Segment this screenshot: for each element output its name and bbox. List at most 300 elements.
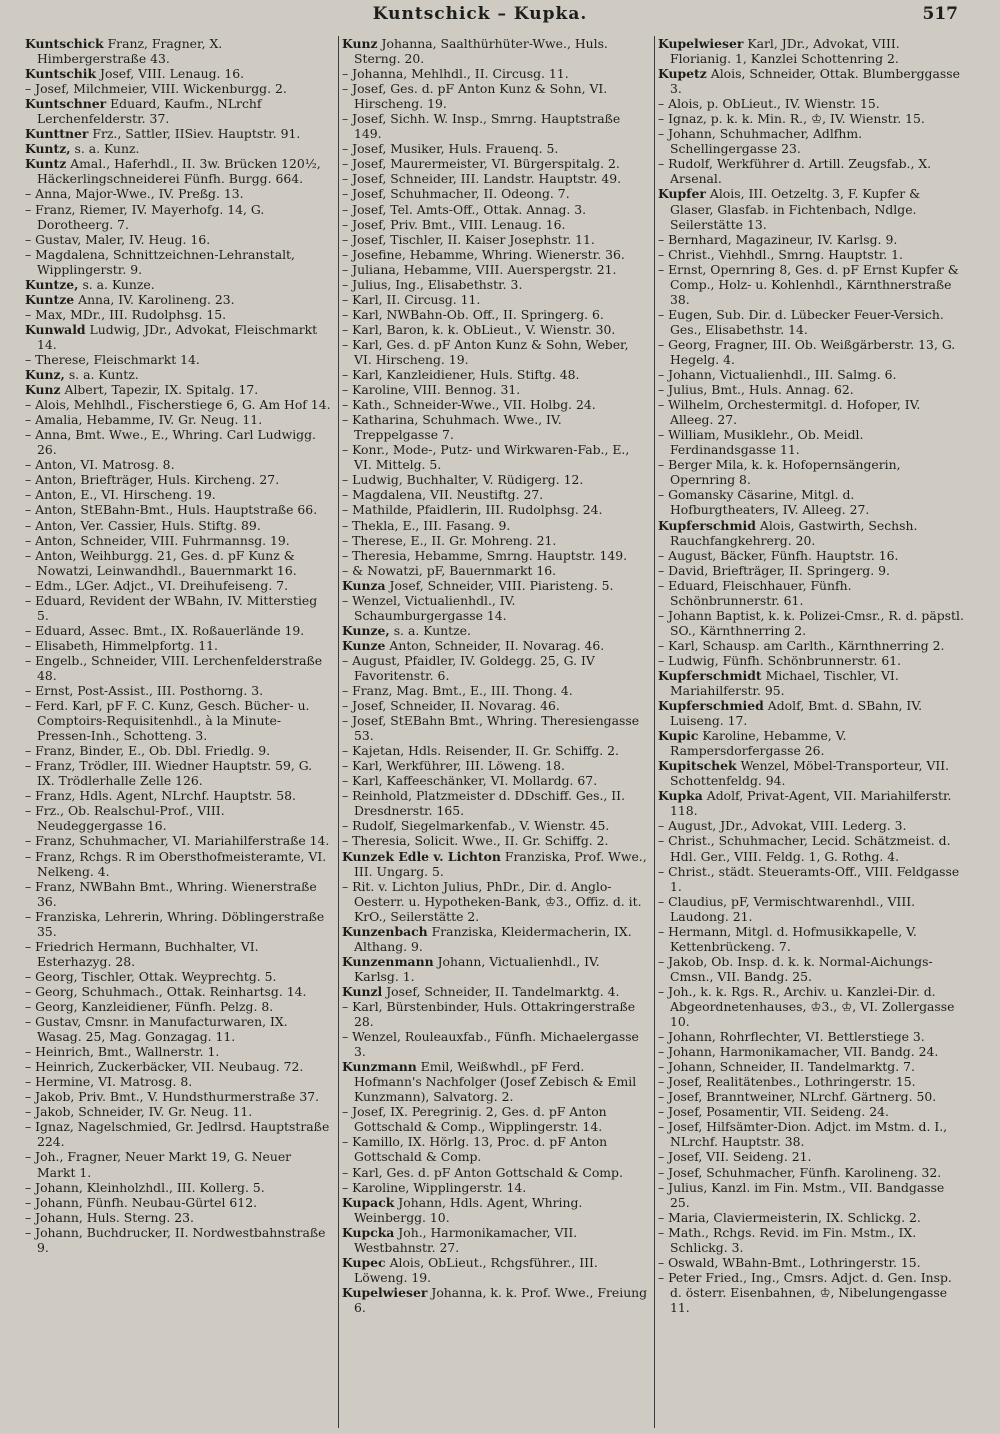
entry-details: – Anton, Weihburgg. 21, Ges. d. pF Kunz & Nowatzi, Leinwandhdl., Bauernmarkt 16. — [25, 547, 297, 578]
directory-entry — [658, 247, 964, 262]
directory-entry — [25, 502, 332, 517]
entry-details: s. a. Kunze. — [82, 276, 155, 292]
entry-surname: Kupitschek — [658, 758, 737, 774]
entry-details: – Alois, p. ObLieut., IV. Wienstr. 15. — [658, 96, 880, 112]
entry-details: Wenzel, Möbel-Transporteur, VII. Schottenfeldg. 94. — [670, 758, 950, 789]
directory-entry — [342, 66, 648, 81]
directory-entry — [658, 638, 964, 653]
entry-details: – Franz, NWBahn Bmt., Whring. Wienerstraße 36. — [25, 878, 317, 909]
entry-details: Anton, Schneider, II. Novarag. 46. — [389, 637, 605, 653]
directory-entry — [342, 954, 648, 984]
directory-entry — [342, 984, 648, 999]
entry-details: – Johann Baptist, k. k. Polizei-Cmsr., R. d. päpstl. SO., Kärnthnerring 2. — [658, 607, 964, 638]
directory-entry — [25, 487, 332, 502]
entry-details: – Anton, Ver. Cassier, Huls. Stiftg. 89. — [25, 517, 261, 533]
entry-details: – Franziska, Lehrerin, Whring. Döblingerstraße 35. — [25, 908, 325, 939]
directory-entry — [658, 864, 964, 894]
entry-details: – Math., Rchgs. Revid. im Fin. Mstm., IX. Schlickg. 3. — [658, 1224, 917, 1255]
entry-surname: Kuntschick — [25, 36, 104, 51]
directory-entry — [342, 397, 648, 412]
directory-entry — [25, 36, 332, 66]
directory-entry — [342, 593, 648, 623]
entry-details: – Karoline, VIII. Bennog. 31. — [342, 382, 521, 398]
entry-details: – Karl, Kanzleidiener, Huls. Stiftg. 48. — [342, 367, 580, 383]
directory-entry — [342, 111, 648, 141]
directory-entry — [658, 758, 964, 788]
directory-entry — [342, 247, 648, 262]
entry-details: – Rudolf, Werkführer d. Artill. Zeugsfab., X. Arsenal. — [658, 156, 932, 187]
entry-details: – Friedrich Hermann, Buchhalter, VI. Esterhazyg. 28. — [25, 938, 259, 969]
entry-details: – Gustav, Cmsnr. in Manufacturwaren, IX. Wasag. 25, Mag. Gonzagag. 11. — [25, 1014, 288, 1045]
directory-entry — [658, 1180, 964, 1210]
directory-entry — [658, 728, 964, 758]
directory-columns — [22, 36, 970, 1428]
entry-details: – Josef, Tel. Amts-Off., Ottak. Annag. 3. — [342, 201, 587, 217]
entry-details: – August, Bäcker, Fünfh. Hauptstr. 16. — [658, 547, 899, 563]
entry-details: – Johann, Schneider, II. Tandelmarktg. 7. — [658, 1059, 915, 1075]
entry-details: – Kamillo, IX. Hörlg. 13, Proc. d. pF Anton Gottschald & Comp. — [342, 1134, 608, 1165]
entry-details: – Anton, StEBahn-Bmt., Huls. Hauptstraße 66. — [25, 502, 318, 518]
directory-entry — [25, 472, 332, 487]
entry-details: – Joh., k. k. Rgs. R., Archiv. u. Kanzlei-Dir. d. Abgeordnetenhauses, ♔3., ♔, VI. Zollergasse 10. — [658, 983, 955, 1030]
directory-entry — [342, 924, 648, 954]
directory-entry — [342, 563, 648, 578]
entry-details: Johann, Victualienhdl., IV. Karlsg. 1. — [354, 953, 600, 984]
directory-entry — [25, 518, 332, 533]
directory-entry — [25, 939, 332, 969]
directory-entry — [25, 292, 332, 307]
directory-entry — [658, 382, 964, 397]
entry-details: – Georg, Tischler, Ottak. Weyprechtg. 5. — [25, 968, 277, 984]
directory-entry — [658, 156, 964, 186]
entry-details: – Konr., Mode-, Putz- und Wirkwaren-Fab., E., VI. Mittelg. 5. — [342, 442, 630, 473]
directory-entry — [25, 1059, 332, 1074]
directory-entry — [658, 698, 964, 728]
directory-entry — [658, 818, 964, 833]
entry-details: – Josefine, Hebamme, Whring. Wienerstr. 36. — [342, 246, 625, 262]
entry-details: – Peter Fried., Ing., Cmsrs. Adjct. d. Gen. Insp. d. österr. Eisenbahnen, ♔, Nibelungengasse 11. — [658, 1269, 952, 1315]
entry-details: Michael, Tischler, VI. Mariahilferstr. 95. — [670, 667, 899, 699]
entry-details: – Wenzel, Rouleauxfab., Fünfh. Michaelergasse 3. — [342, 1029, 639, 1060]
directory-entry — [25, 1014, 332, 1044]
directory-entry — [25, 758, 332, 788]
directory-entry — [658, 1029, 964, 1044]
entry-details: Adolf, Bmt. d. SBahn, IV. Luiseng. 17. — [670, 698, 923, 729]
directory-entry — [25, 743, 332, 758]
directory-entry — [342, 758, 648, 773]
directory-entry — [658, 1210, 964, 1225]
directory-entry — [658, 608, 964, 638]
entry-surname: Kunze, — [342, 622, 390, 638]
entry-details: – Christ., Schuhmacher, Lecid. Schätzmeist. d. Hdl. Ger., VIII. Feldg. 1, G. Rothg. 4. — [658, 833, 951, 864]
directory-entry — [658, 833, 964, 863]
directory-entry — [342, 713, 648, 743]
directory-entry — [342, 277, 648, 292]
directory-entry — [342, 186, 648, 201]
entry-details: – Julius, Bmt., Huls. Annag. 62. — [658, 382, 854, 398]
directory-entry — [25, 202, 332, 232]
directory-entry — [342, 217, 648, 232]
directory-entry — [658, 1165, 964, 1180]
entry-details: Frz., Sattler, IISiev. Hauptstr. 91. — [92, 126, 301, 142]
entry-details: – Magdalena, Schnittzeichnen-Lehranstalt, Wipplingerstr. 9. — [25, 246, 295, 277]
entry-details: – Kath., Schneider-Wwe., VII. Holbg. 24. — [342, 397, 596, 413]
entry-details: Adolf, Privat-Agent, VII. Mariahilferstr. 118. — [670, 788, 952, 819]
directory-entry — [342, 638, 648, 653]
entry-details: – Franz, Hdls. Agent, NLrchf. Hauptstr. 58. — [25, 788, 296, 804]
entry-details: – Magdalena, VII. Neustiftg. 27. — [342, 487, 544, 503]
entry-details: – Christ., städt. Steueramts-Off., VIII. Feldgasse 1. — [658, 863, 960, 894]
directory-entry — [25, 156, 332, 186]
entry-details: Ludwig, JDr., Advokat, Fleischmarkt 14. — [37, 321, 318, 352]
entry-details: – Rudolf, Siegelmarkenfab., V. Wienstr. 45. — [342, 818, 610, 834]
directory-entry — [342, 382, 648, 397]
entry-details: – Rit. v. Lichton Julius, PhDr., Dir. d. Anglo-Oesterr. u. Hypotheken-Bank, ♔3., Offiz. d. it. KrO., Seilerstätte 2. — [342, 878, 642, 924]
entry-details: – William, Musiklehr., Ob. Meidl. Ferdinandsgasse 11. — [658, 427, 864, 458]
entry-details: Franziska, Prof. Wwe., III. Ungarg. 5. — [354, 848, 647, 879]
entry-surname: Kupack — [342, 1194, 395, 1210]
entry-details: – Heinrich, Bmt., Wallnerstr. 1. — [25, 1044, 220, 1060]
directory-entry — [658, 1255, 964, 1270]
directory-entry — [658, 96, 964, 111]
entry-surname: Kunzek Edle v. Lichton — [342, 848, 501, 864]
directory-entry — [342, 1059, 648, 1104]
directory-entry — [25, 909, 332, 939]
directory-entry — [658, 653, 964, 668]
directory-entry — [658, 1225, 964, 1255]
directory-entry — [658, 186, 964, 231]
entry-details: – Engelb., Schneider, VIII. Lerchenfelderstraße 48. — [25, 652, 323, 683]
page-number: 517 — [922, 4, 958, 24]
entry-details: – Ernst, Opernring 8, Ges. d. pF Ernst Kupfer & Comp., Holz- u. Kohlenhdl., Kärnthnerstraße 38. — [658, 261, 959, 307]
entry-details: – Josef, Musiker, Huls. Frauenq. 5. — [342, 141, 559, 157]
entry-details: – Johann, Harmonikamacher, VII. Bandg. 24. — [658, 1044, 939, 1060]
directory-entry — [25, 578, 332, 593]
entry-details: Emil, Weißwhdl., pF Ferd. Hofmann's Nachfolger (Josef Zebisch & Emil Kunzmann), Salvatorg. 2. — [354, 1059, 637, 1105]
directory-entry — [25, 788, 332, 803]
entry-details: – Franz, Riemer, IV. Mayerhofg. 14, G. Dorotheerg. 7. — [25, 201, 265, 232]
entry-details: – Bernhard, Magazineur, IV. Karlsg. 9. — [658, 231, 898, 247]
entry-details: – Eduard, Fleischhauer, Fünfh. Schönbrunnerstr. 61. — [658, 577, 852, 608]
directory-entry — [658, 126, 964, 156]
entry-details: – Josef, Tischler, II. Kaiser Josephstr. 11. — [342, 231, 595, 247]
directory-entry — [25, 1119, 332, 1149]
entry-details: – Heinrich, Zuckerbäcker, VII. Neubaug. 72. — [25, 1059, 304, 1075]
entry-surname: Kunz — [25, 382, 61, 398]
entry-details: – Julius, Kanzl. im Fin. Mstm., VII. Bandgasse 25. — [658, 1179, 945, 1210]
directory-entry — [25, 698, 332, 743]
entry-details: Joh., Harmonikamacher, VII. Westbahnstr. 27. — [354, 1224, 578, 1255]
directory-entry — [25, 653, 332, 683]
entry-details: – Theresia, Hebamme, Smrng. Hauptstr. 149. — [342, 547, 628, 563]
running-head: Kuntschick – Kupka. — [372, 4, 588, 24]
entry-details: – Max, MDr., III. Rudolphsg. 15. — [25, 306, 227, 322]
entry-details: – & Nowatzi, pF, Bauernmarkt 16. — [342, 562, 557, 578]
directory-entry — [342, 292, 648, 307]
entry-details: Johann, Hdls. Agent, Whring. Weinbergg. 10. — [354, 1194, 583, 1225]
entry-details: Josef, Schneider, II. Tandelmarktg. 4. — [386, 983, 620, 999]
directory-entry — [342, 548, 648, 563]
entry-surname: Kuntschner — [25, 96, 107, 112]
entry-details: – Franz, Schuhmacher, VI. Mariahilferstraße 14. — [25, 833, 330, 849]
directory-entry — [25, 1195, 332, 1210]
directory-entry — [25, 548, 332, 578]
entry-details: – Josef, Realitätenbes., Lothringerstr. 15. — [658, 1074, 916, 1090]
entry-details: – Eduard, Revident der WBahn, IV. Mitterstieg 5. — [25, 592, 318, 623]
column-3 — [654, 36, 970, 1428]
directory-entry — [342, 518, 648, 533]
entry-details: s. a. Kuntze. — [393, 622, 471, 638]
directory-entry — [342, 171, 648, 186]
directory-entry — [342, 472, 648, 487]
entry-details: – Karoline, Wipplingerstr. 14. — [342, 1179, 527, 1195]
entry-details: Josef, Schneider, VIII. Piaristeng. 5. — [389, 577, 614, 593]
directory-entry — [25, 984, 332, 999]
directory-entry — [342, 1180, 648, 1195]
entry-details: – Ferd. Karl, pF F. C. Kunz, Gesch. Bücher- u. Comptoirs-Requisitenhdl., à la Minute-Pressen-Inh., Schotteng. 3. — [25, 698, 310, 744]
directory-entry — [342, 533, 648, 548]
entry-details: – Johann, Huls. Sterng. 23. — [25, 1209, 194, 1225]
entry-details: – Ernst, Post-Assist., III. Posthorng. 3. — [25, 683, 264, 699]
directory-entry — [25, 247, 332, 277]
entry-details: – Josef, Priv. Bmt., VIII. Lenaug. 16. — [342, 216, 566, 232]
directory-entry — [342, 653, 648, 683]
entry-surname: Kunz, — [25, 367, 65, 383]
entry-details: – Franz, Binder, E., Ob. Dbl. Friedlg. 9. — [25, 743, 271, 759]
entry-details: – August, Pfaidler, IV. Goldegg. 25, G. IV Favoritenstr. 6. — [342, 652, 595, 683]
directory-entry — [342, 1104, 648, 1134]
directory-entry — [658, 518, 964, 548]
entry-details: – Josef, Milchmeier, VIII. Wickenburgg. 2. — [25, 81, 287, 97]
column-1 — [22, 36, 338, 1428]
entry-surname: Kupic — [658, 728, 699, 744]
entry-details: – Karl, Ges. d. pF Anton Kunz & Sohn, Weber, VI. Hirscheng. 19. — [342, 336, 629, 367]
directory-entry — [658, 1119, 964, 1149]
entry-details: – Anton, Briefträger, Huls. Kircheng. 27. — [25, 472, 280, 488]
directory-entry — [342, 623, 648, 638]
entry-details: – Ludwig, Buchhalter, V. Rüdigerg. 12. — [342, 472, 584, 488]
entry-details: – Anton, Schneider, VIII. Fuhrmannsg. 19. — [25, 532, 290, 548]
entry-details: – Oswald, WBahn-Bmt., Lothringerstr. 15. — [658, 1254, 921, 1270]
directory-entry — [342, 1195, 648, 1225]
entry-details: Franz, Fragner, X. Himbergerstraße 43. — [37, 36, 223, 67]
directory-entry — [25, 96, 332, 126]
directory-entry — [25, 1180, 332, 1195]
directory-entry — [342, 1029, 648, 1059]
entry-details: – Johann, Fünfh. Neubau-Gürtel 612. — [25, 1194, 258, 1210]
entry-details: – Karl, Schausp. am Carlth., Kärnthnerring 2. — [658, 637, 945, 653]
entry-details: – Ignaz, Nagelschmied, Gr. Jedlrsd. Hauptstraße 224. — [25, 1119, 330, 1150]
entry-surname: Kupfer — [658, 186, 706, 202]
directory-entry — [342, 833, 648, 848]
entry-surname: Kupetz — [658, 66, 707, 82]
directory-entry — [342, 999, 648, 1029]
directory-entry — [342, 1255, 648, 1285]
directory-entry — [658, 111, 964, 126]
directory-entry — [342, 683, 648, 698]
entry-details: – Claudius, pF, Vermischtwarenhdl., VIII. Laudong. 21. — [658, 893, 916, 924]
entry-surname: Kunzl — [342, 983, 383, 999]
entry-details: – Katharina, Schuhmach. Wwe., IV. Treppelgasse 7. — [342, 412, 562, 443]
directory-entry — [25, 638, 332, 653]
directory-entry — [25, 382, 332, 397]
entry-details: – Eugen, Sub. Dir. d. Lübecker Feuer-Versich. Ges., Elisabethstr. 14. — [658, 306, 944, 337]
entry-details: – Karl, NWBahn-Ob. Off., II. Springerg. 6. — [342, 306, 604, 322]
directory-entry — [342, 1225, 648, 1255]
directory-entry — [658, 1089, 964, 1104]
entry-surname: Kunze — [342, 637, 386, 653]
entry-surname: Kunza — [342, 577, 386, 593]
entry-details: Albert, Tapezir, IX. Spitalg. 17. — [64, 382, 259, 398]
directory-entry — [658, 307, 964, 337]
entry-surname: Kunzmann — [342, 1059, 417, 1075]
directory-entry — [342, 367, 648, 382]
entry-details: – Josef, Posamentir, VII. Seideng. 24. — [658, 1104, 889, 1120]
directory-entry — [342, 743, 648, 758]
directory-entry — [342, 1134, 648, 1164]
entry-details: Alois, ObLieut., Rchgsführer., III. Löweng. 19. — [354, 1254, 598, 1285]
directory-entry — [25, 593, 332, 623]
directory-entry — [25, 1089, 332, 1104]
entry-surname: Kupcka — [342, 1224, 395, 1240]
entry-details: – David, Briefträger, II. Springerg. 9. — [658, 562, 890, 578]
entry-details: – Ignaz, p. k. k. Min. R., ♔, IV. Wienstr. 15. — [658, 111, 925, 127]
directory-entry — [658, 954, 964, 984]
entry-details: – Franz, Mag. Bmt., E., III. Thong. 4. — [342, 683, 573, 699]
entry-details: – Josef, Branntweiner, NLrchf. Gärtnerg. 50. — [658, 1089, 937, 1105]
entry-details: Karoline, Hebamme, V. Rampersdorfergasse 26. — [670, 728, 847, 759]
entry-details: Alois, Gastwirth, Sechsh. Rauchfangkehrerg. 20. — [670, 517, 918, 548]
entry-details: – Alois, Mehlhdl., Fischerstiege 6, G. Am Hof 14. — [25, 397, 331, 413]
directory-entry — [658, 66, 964, 96]
directory-entry — [25, 186, 332, 201]
directory-entry — [658, 1044, 964, 1059]
directory-entry — [658, 232, 964, 247]
entry-details: – Therese, Fleischmarkt 14. — [25, 351, 200, 367]
entry-details: – Jakob, Ob. Insp. d. k. k. Normal-Aichungs-Cmsn., VII. Bandg. 25. — [658, 953, 933, 984]
directory-entry — [342, 1285, 648, 1315]
directory-entry — [342, 773, 648, 788]
directory-entry — [658, 1104, 964, 1119]
entry-details: – Kajetan, Hdls. Reisender, II. Gr. Schiffg. 2. — [342, 743, 619, 759]
entry-details: – Josef, Sichh. W. Insp., Smrng. Hauptstraße 149. — [342, 111, 621, 142]
directory-entry — [658, 924, 964, 954]
entry-details: – Anna, Major-Wwe., IV. Preßg. 13. — [25, 186, 244, 202]
entry-details: – Jakob, Priv. Bmt., V. Hundsthurmerstraße 37. — [25, 1089, 320, 1105]
directory-entry — [342, 202, 648, 217]
entry-surname: Kupelwieser — [342, 1284, 428, 1300]
entry-details: – Johanna, Mehlhdl., II. Circusg. 11. — [342, 66, 569, 82]
directory-entry — [25, 1225, 332, 1255]
directory-entry — [25, 412, 332, 427]
entry-surname: Kunzenmann — [342, 953, 434, 969]
entry-details: – Josef, Schuhmacher, II. Odeong. 7. — [342, 186, 570, 202]
entry-details: – Mathilde, Pfaidlerin, III. Rudolphsg. 24. — [342, 502, 603, 518]
directory-entry — [658, 984, 964, 1029]
entry-surname: Kupec — [342, 1254, 386, 1270]
entry-details: – Johann, Rohrflechter, VI. Bettlerstiege 3. — [658, 1029, 925, 1045]
entry-details: – Anna, Bmt. Wwe., E., Whring. Carl Ludwigg. 26. — [25, 427, 316, 458]
directory-entry — [658, 563, 964, 578]
directory-entry — [342, 322, 648, 337]
entry-details: – Josef, Hilfsämter-Dion. Adjct. im Mstm. d. I., NLrchf. Hauptstr. 38. — [658, 1119, 948, 1150]
entry-details: – Gustav, Maler, IV. Heug. 16. — [25, 231, 211, 247]
entry-surname: Kupferschmid — [658, 517, 756, 533]
directory-entry — [25, 1149, 332, 1179]
directory-entry — [342, 337, 648, 367]
directory-entry — [342, 879, 648, 924]
directory-entry — [342, 412, 648, 442]
entry-details: Anna, IV. Karolineng. 23. — [78, 291, 235, 307]
entry-details: – Elisabeth, Himmelpfortg. 11. — [25, 637, 218, 653]
directory-entry — [342, 1165, 648, 1180]
directory-entry — [342, 36, 648, 66]
entry-details: – Berger Mila, k. k. Hofopernsängerin, Opernring 8. — [658, 457, 901, 488]
entry-details: – Hermann, Mitgl. d. Hofmusikkapelle, V. Kettenbrückeng. 7. — [658, 923, 917, 954]
entry-details: – Johann, Victualienhdl., III. Salmg. 6. — [658, 367, 897, 383]
directory-entry — [342, 307, 648, 322]
entry-surname: Kupferschmidt — [658, 667, 762, 683]
entry-details: Franziska, Kleidermacherin, IX. Althang. 9. — [354, 923, 632, 954]
directory-entry — [658, 367, 964, 382]
directory-entry — [342, 502, 648, 517]
entry-details: Josef, VIII. Lenaug. 16. — [100, 66, 245, 82]
directory-entry — [25, 457, 332, 472]
entry-details: – Wilhelm, Orchestermitgl. d. Hofoper, IV. Alleeg. 27. — [658, 397, 921, 428]
entry-details: – Christ., Viehhdl., Smrng. Hauptstr. 1. — [658, 246, 903, 262]
entry-surname: Kupka — [658, 788, 703, 804]
entry-details: s. a. Kuntz. — [68, 367, 139, 383]
entry-details: – Joh., Fragner, Neuer Markt 19, G. Neuer Markt 1. — [25, 1149, 292, 1180]
entry-details: – Ludwig, Fünfh. Schönbrunnerstr. 61. — [658, 652, 902, 668]
directory-entry — [658, 668, 964, 698]
directory-entry — [658, 1074, 964, 1089]
entry-details: – Eduard, Assec. Bmt., IX. Roßauerlände 19. — [25, 622, 305, 638]
directory-entry — [25, 367, 332, 382]
directory-entry — [25, 533, 332, 548]
entry-details: – Wenzel, Victualienhdl., IV. Schaumburgergasse 14. — [342, 592, 516, 623]
directory-entry — [342, 818, 648, 833]
directory-entry — [342, 262, 648, 277]
entry-surname: Kuntze, — [25, 276, 79, 292]
entry-details: – Josef, Ges. d. pF Anton Kunz & Sohn, VI. Hirscheng. 19. — [342, 81, 608, 112]
entry-details: – Josef, Maurermeister, VI. Bürgerspitalg. 2. — [342, 156, 620, 172]
directory-entry — [25, 879, 332, 909]
directory-entry — [25, 1044, 332, 1059]
entry-details: – Josef, Schuhmacher, Fünfh. Karolineng. 32. — [658, 1164, 942, 1180]
entry-details: – Johann, Kleinholzhdl., III. Kollerg. 5. — [25, 1179, 265, 1195]
directory-entry — [342, 487, 648, 502]
entry-details: Alois, III. Oetzeltg. 3, F. Kupfer & Glaser, Glasfab. in Fichtenbach, Ndlge. Seilerstätte 13. — [670, 186, 921, 232]
column-2 — [338, 36, 654, 1428]
entry-details: – Theresia, Solicit. Wwe., II. Gr. Schiffg. 2. — [342, 833, 609, 849]
entry-details: – Edm., LGer. Adjct., VI. Dreihufeiseng. 7. — [25, 577, 289, 593]
directory-entry — [658, 36, 964, 66]
directory-entry — [25, 833, 332, 848]
entry-details: – Franz, Rchgs. R im Obersthofmeisteramte, VI. Nelkeng. 4. — [25, 848, 327, 879]
entry-details: – Karl, Werkführer, III. Löweng. 18. — [342, 758, 565, 774]
entry-details: – Anton, VI. Matrosg. 8. — [25, 457, 175, 473]
entry-details: Eduard, Kaufm., NLrchf Lerchenfelderstr. 37. — [37, 96, 262, 127]
directory-entry — [342, 156, 648, 171]
directory-entry — [25, 397, 332, 412]
entry-details: – Frz., Ob. Realschul-Prof., VIII. Neudeggergasse 16. — [25, 803, 225, 834]
entry-surname: Kunwald — [25, 321, 86, 337]
directory-entry — [658, 788, 964, 818]
entry-details: – Thekla, E., III. Fasang. 9. — [342, 517, 511, 533]
directory-entry — [658, 1270, 964, 1315]
entry-surname: Kuntze — [25, 291, 75, 307]
